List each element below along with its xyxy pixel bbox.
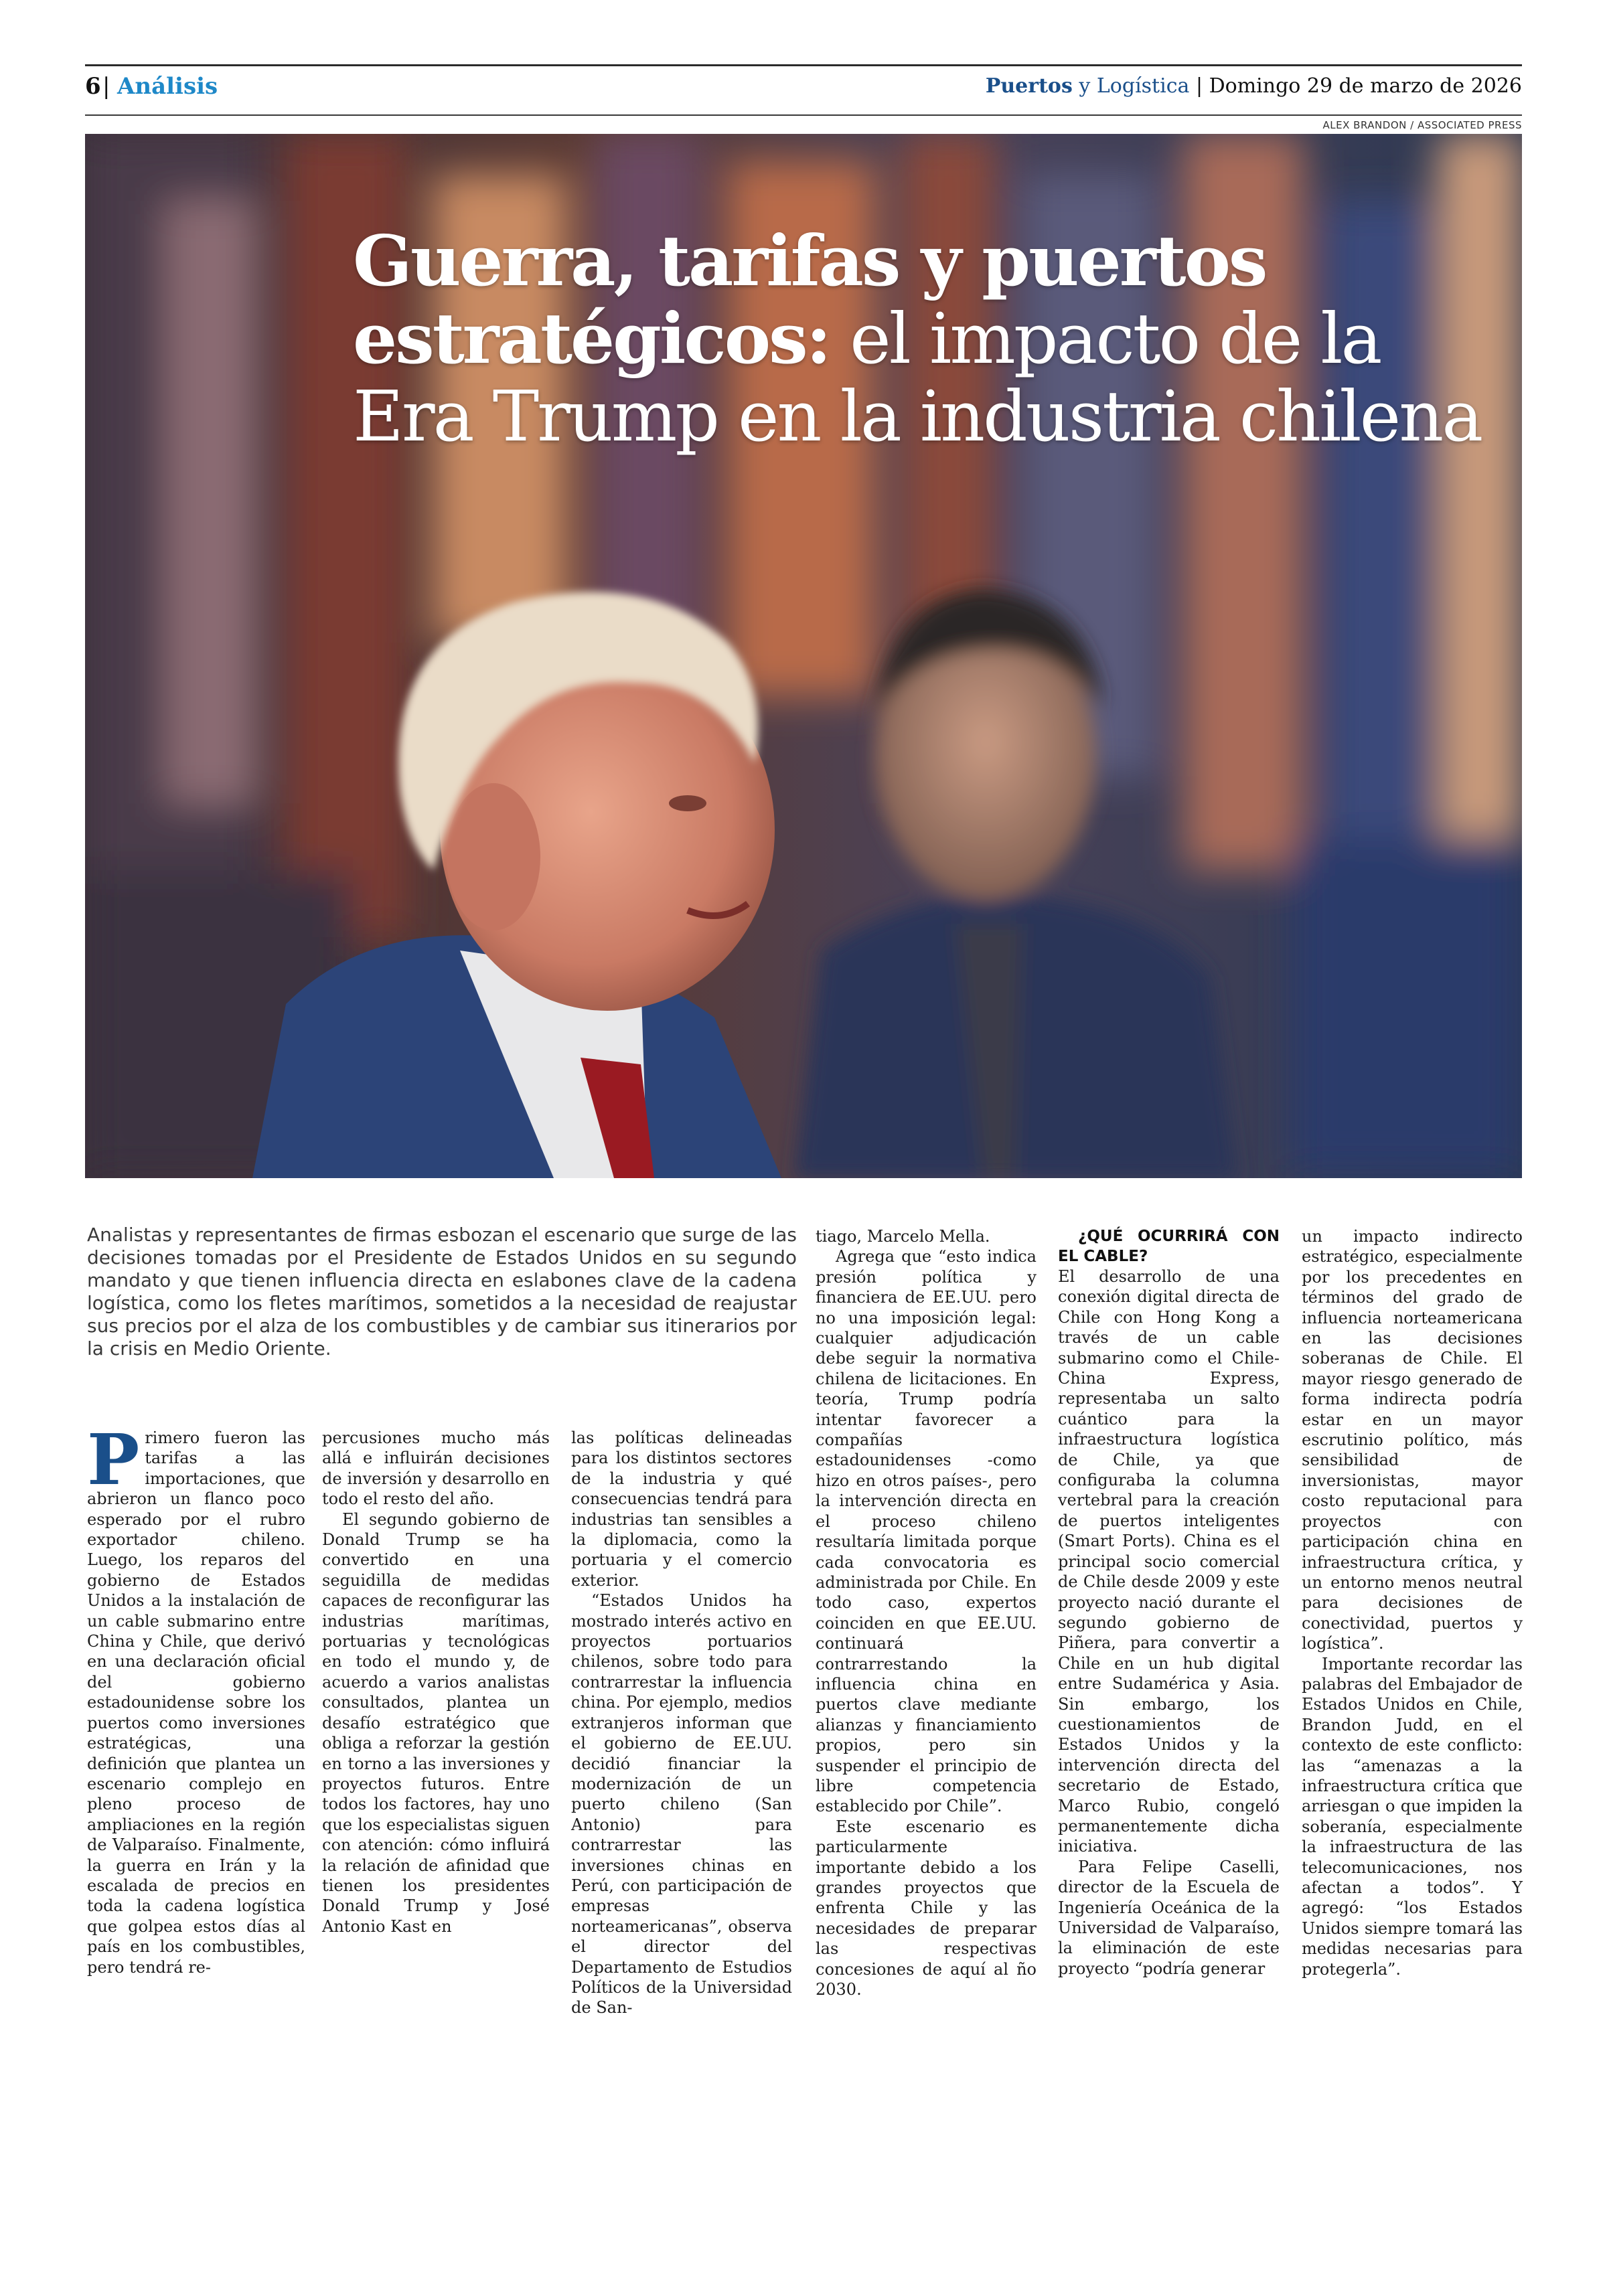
- publication-name-part1: Puertos: [985, 74, 1073, 98]
- body-paragraph: Para Felipe Caselli, director de la Escuela de Ingeniería Oceánica de la Universidad de Valparaíso, la eliminación de este proyecto “podría generar: [1058, 1857, 1280, 1978]
- page-header: [85, 64, 1522, 116]
- issue-date: Domingo 29 de marzo de 2026: [1209, 74, 1522, 98]
- body-paragraph: El segundo gobierno de Donald Trump se ha convertido en una seguidilla de medidas capaces de reconfigurar las industrias marítimas, portuarias y tecnológicas en todo el mundo y, de acuerdo a varios analistas consultados, plantea un desafío estratégico que obliga a reforzar la gestión en torno a las inversiones y proyectos futuros. Entre todos los factores, hay uno que los especialistas siguen con atención: cómo influirá la relación de afinidad que tienen los presidentes Donald Trump y José Antonio Kast en: [322, 1509, 550, 1936]
- lead-paragraph: Analistas y representantes de firmas esbozan el escenario que surge de las decisiones tomadas por el Presidente de Estados Unidos en su segundo mandato y que tienen influencia directa en eslabones clave de la cadena logística, como los fletes marítimos, sometidos a la necesidad de reajustar sus precios por el alza de los combustibles y de cambiar sus itinerarios por la crisis en Medio Oriente.: [87, 1224, 797, 1360]
- headline-light: el impacto de la Era Trump en la industria chilena: [353, 298, 1482, 457]
- drop-cap: P: [87, 1418, 140, 1501]
- body-paragraph: Importante recordar las palabras del Embajador de Estados Unidos en Chile, Brandon Judd, en el contexto de este conflicto: las “amenazas a la infraestructura crítica que arriesgan o que impiden la soberanía, especialmente la infraestructura de las telecomunicaciones, nos afectan a todos”. Y agregó: “los Estados Unidos siempre tomará las medidas necesarias para protegerla”.: [1302, 1654, 1523, 1979]
- page-number: 6: [85, 73, 101, 100]
- photo-credit: ALEX BRANDON / ASSOCIATED PRESS: [1322, 119, 1522, 131]
- body-column-5: [1058, 1226, 1280, 1979]
- headline: [353, 222, 1491, 455]
- publication-name-part2: y Logística: [1079, 74, 1190, 98]
- section-subhead: ¿QUÉ OCURRIRÁ CON EL CABLE?: [1058, 1228, 1280, 1265]
- body-paragraph: un impacto indirecto estratégico, especialmente por los precedentes en términos del grado de influencia norteamericana en las decisiones soberanas de Chile. El mayor riesgo generado de forma indirecta podría estar en un mayor escrutinio político, más sensibilidad de inversionistas, mayor costo reputacional para proyectos con participación china en infraestructura crítica, y un entorno menos neutral para decisiones de conectividad, puertos y logística”.: [1302, 1227, 1523, 1653]
- body-column-6: [1302, 1226, 1523, 1979]
- body-paragraph: Agrega que “esto indica presión política y financiera de EE.UU. pero no una imposición legal: cualquier adjudicación debe seguir la normativa chilena de licitaciones. En teoría, Trump podría intentar favorecer a compañías estadounidenses -como hizo en otros países-, pero la intervención directa en el proceso chileno resultaría limitada porque cada convocatoria es administrada por Chile. En todo caso, expertos coinciden en que EE.UU. continuará contrarrestando la influencia china en puertos clave mediante alianzas y financiamiento propios, pero sin suspender el principio de libre competencia establecido por Chile”.: [816, 1247, 1037, 1816]
- body-paragraph: El desarrollo de una conexión digital directa de Chile con Hong Kong a través de un cable submarino como el Chile-China Express, representaba un salto cuántico para la infraestructura logística de Chile, ya que configuraba la columna vertebral para la creación de puertos inteligentes (Smart Ports). China es el principal socio comercial de Chile desde 2009 y este proyecto nació durante el segundo gobierno de Piñera, para convertir a Chile en un hub digital entre Sudamérica y Asia. Sin embargo, los cuestionamientos de Estados Unidos y la intervención directa del secretario de Estado, Marco Rubio, congeló permanentemente dicha iniciativa.: [1058, 1267, 1280, 1856]
- body-paragraph: rimero fueron las tarifas a las importaciones, que abrieron un flanco poco esperado por el rubro exportador chileno. Luego, los reparos del gobierno de Estados Unidos a la instalación de un cable submarino entre China y Chile, que derivó en una declaración oficial del gobierno estadounidense sobre los puertos como inversiones estratégicas, una definición que plantea un escenario complejo en pleno proceso de ampliaciones en la región de Valparaíso. Finalmente, la guerra en Irán y la escalada de precios en toda la cadena logística que golpea estos días al país en los combustibles, pero tendrá re-: [87, 1428, 305, 1977]
- body-paragraph: “Estados Unidos ha mostrado interés activo en proyectos portuarios chilenos, sobre todo para contrarrestar la influencia china. Por ejemplo, medios extranjeros informan que el gobierno de EE.UU. decidió financiar la modernización de un puerto chileno (San Antonio) para contrarrestar las inversiones chinas en Perú, con participación de empresas norteamericanas”, observa el director del Departamento de Estudios Políticos de la Universidad de San-: [571, 1591, 792, 2018]
- masthead: [986, 74, 1522, 98]
- body-paragraph: tiago, Marcelo Mella.: [816, 1227, 990, 1246]
- body-paragraph: Este escenario es particularmente importante debido a los grandes proyectos que enfrenta Chile y las necesidades de preparar las respectivas concesiones de aquí al ño 2030.: [816, 1817, 1037, 1999]
- body-column-2: [322, 1428, 550, 1937]
- body-column-4: [816, 1226, 1037, 1999]
- body-paragraph: las políticas delineadas para los distintos sectores de la industria y qué consecuencias tendrá para industrias tan sensibles a la diplomacia, como la portuaria y el comercio exterior.: [571, 1428, 792, 1590]
- section-label: Análisis: [117, 73, 218, 100]
- lead-photo: [85, 134, 1522, 1178]
- headline-bold: Guerra, tarifas y puertos estratégicos:: [353, 220, 1266, 380]
- header-separator: |: [102, 73, 110, 100]
- masthead-separator: |: [1195, 74, 1203, 98]
- body-column-3: [571, 1428, 792, 2018]
- body-column-1: [87, 1418, 305, 1977]
- body-paragraph: percusiones mucho más allá e influirán decisiones de inversión y desarrollo en todo el resto del año.: [322, 1428, 550, 1509]
